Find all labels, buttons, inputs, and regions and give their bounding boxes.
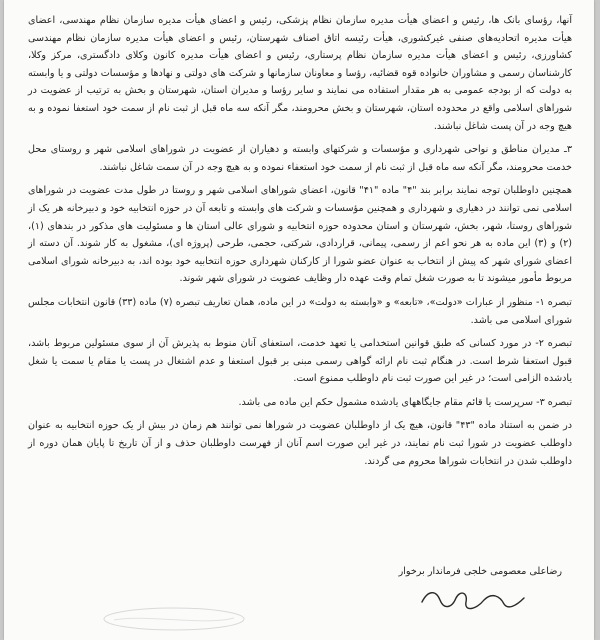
paragraph-article-41: همچنین داوطلبان توجه نمایند برابر بند "۴" ماده "۴۱" قانون، اعضای شوراهای اسلامی شهر و روستا در طول مدت عضویت در شوراهای اسلامی نمی توانند در دهیاری و شهرداری و همچنین مؤسسات و شرکت های وابسته و تابعه آن در حوزه انتخابیه خود و دبیرخانه هر یک از شوراهای روستا، شهر، بخش، شهرستان و استان محدوده حوزه انتخابیه و شورای عالی استان ها و مسئولیت های مذکور در بندهای (۱)، (۲) و (۳) این ماده به هر نحو اعم از رسمی، پیمانی، قراردادی، شرکتی، حجمی، طرحی (پروژه ای)، مشغول به کار شوند. آن دسته از اعضای شورای شهر که پیش از انتخاب به عنوان عضو شورا از کارکنان شهرداری حوزه انتخابیه خود بوده اند، به دبیرخانه شورای اسلامی مربوط مأمور میشوند تا به صورت شغل تمام وقت عهده دار وظایف عضویت در شورای شهر شوند.: [28, 185, 572, 285]
signatory-line: رضاعلی معصومی خلجی فرماندار برخوار: [398, 566, 562, 577]
paragraph-article-43: در ضمن به استناد ماده "۴۳" قانون، هیچ یک از داوطلبان عضویت در شوراها نمی توانند هم زمان در بیش از یک حوزه انتخابیه به عنوان داوطلب عضویت در شورا ثبت نام نمایند، در غیر این صورت اسم آنان از فهرست داوطلبان حذف و از آن تاریخ تا پایان همان دوره از داوطلب شدن در انتخابات شوراها محروم می گردند.: [28, 420, 572, 467]
paragraph-note-1: تبصره ۱- منظور از عبارات «دولت»، «تابعه» و «وابسته به دولت» در این ماده، همان تعاریف تبصره (۷) ماده (۳۳) قانون انتخابات مجلس شورای اسلامی می باشد.: [28, 296, 572, 326]
paragraph-item-3: ۳ـ مدیران مناطق و نواحی شهرداری و مؤسسات و شرکتهای وابسته و دهیاران از عضویت در شوراهای اسلامی شهر و روستای محل خدمت محرومند، مگر آنکه سه ماه قبل از ثبت نام از سمت خود استعفاء نموده و به هیچ وجه در آن سمت شاغل نباشند.: [28, 144, 572, 173]
document-page: [4, 0, 594, 640]
handwritten-signature: [414, 580, 534, 620]
faded-stamp: [94, 604, 254, 634]
document-body: [28, 12, 572, 476]
paragraph-officials: آنها، رؤسای بانک ها، رئیس و اعضای هیأت مدیره سازمان نظام پزشکی، رئیس و اعضای هیأت مدیره سازمان نظام مهندسی، اعضای هیأت مدیره اتحادیه‌های صنفی غیرکشوری، هیأت رئیسه اتاق اصناف شهرستان، رئیس و اعضای هیأت مدیره سازمان نظام مهندسی کشاورزی، رئیس و اعضای هیأت مدیره سازمان نظام پرستاری، رئیس و اعضای هیأت مدیره کانون وکلای دادگستری، مرکز وکلا، کارشناسان رسمی و مشاوران خانواده قوه قضائیه، رؤسا و معاونان سازمانها و شرکت های دولتی و نهادها و مؤسسات دولتی و یا وابسته به دولت که از بودجه عمومی به هر مقدار استفاده می نمایند و سایر رؤسا و مدیران استان، شهرستان و بخش به ترتیب از عضویت در شوراهای اسلامی واقع در محدوده استان، شهرستان و بخش محرومند، مگر آنکه سه ماه قبل از ثبت نام از سمت خود استعفا نموده و به هیچ وجه در آن پست شاغل نباشند.: [28, 15, 572, 132]
paragraph-note-3: تبصره ۳- سرپرست یا قائم مقام جایگاههای یادشده مشمول حکم این ماده می باشد.: [238, 396, 572, 408]
paragraph-note-2: تبصره ۲- در مورد کسانی که طبق قوانین استخدامی یا تعهد خدمت، استعفای آنان منوط به پذیرش آن از سوی مسئولین مربوط باشد، قبول استعفا شرط است. در هنگام ثبت نام ارائه گواهی رسمی مبنی بر قبول استعفا و عدم اشتغال در پست یا مقام یا سمت یا شغل یادشده الزامی است؛ در غیر این صورت ثبت نام داوطلب ممنوع است.: [28, 338, 572, 385]
